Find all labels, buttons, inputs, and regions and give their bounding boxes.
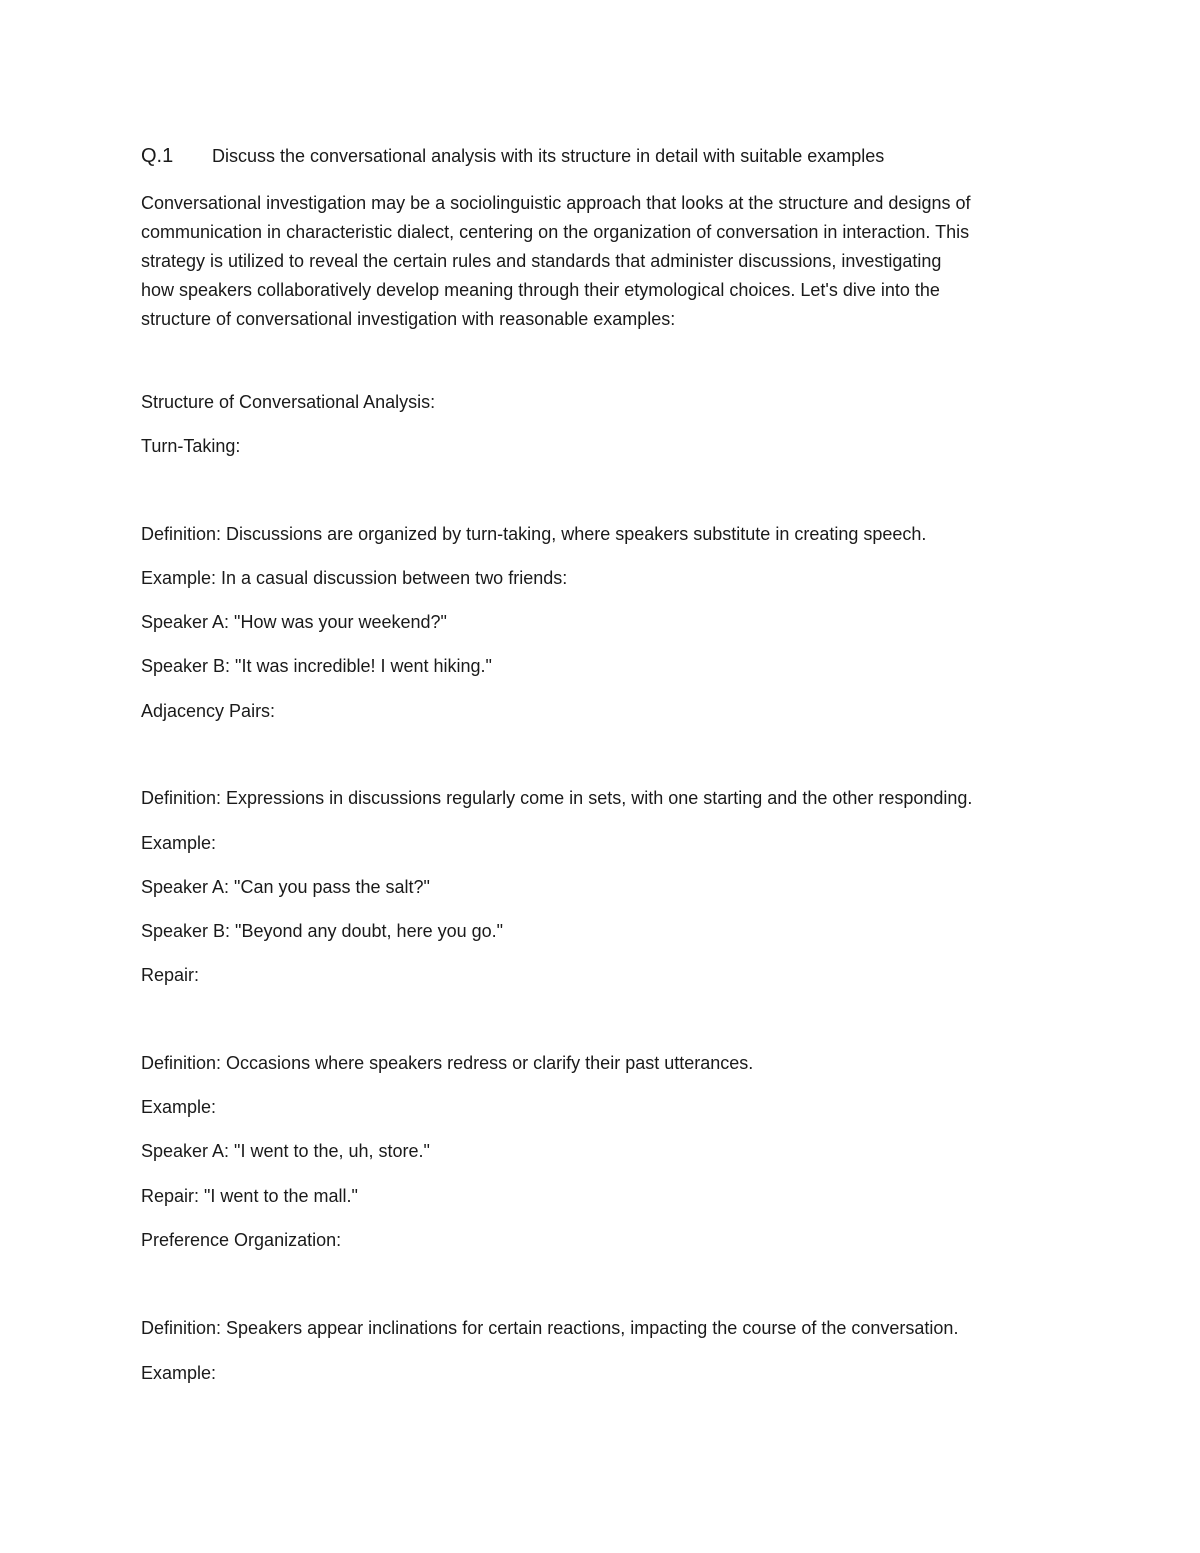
speaker-line: Speaker B: "Beyond any doubt, here you go." bbox=[141, 921, 504, 941]
example-line: Example: bbox=[141, 1363, 217, 1383]
intro-line: Conversational investigation may be a sociolinguistic approach that looks at the structure and designs of bbox=[141, 193, 971, 213]
section-heading: Structure of Conversational Analysis: bbox=[141, 392, 436, 412]
question-number: Q.1 bbox=[141, 145, 174, 167]
intro-line: communication in characteristic dialect, centering on the organization of conversation in interaction. This bbox=[141, 222, 970, 242]
example-line: Example: In a casual discussion between two friends: bbox=[141, 568, 568, 588]
question-text: Discuss the conversational analysis with its structure in detail with suitable examples bbox=[212, 146, 885, 166]
intro-line: structure of conversational investigation with reasonable examples: bbox=[141, 309, 676, 329]
intro-paragraph bbox=[141, 189, 1071, 334]
speaker-line: Speaker B: "It was incredible! I went hiking." bbox=[141, 656, 492, 676]
subheading-adjacency-pairs: Adjacency Pairs: bbox=[141, 701, 276, 721]
subheading-repair: Repair: bbox=[141, 965, 200, 985]
repair-line: Repair: "I went to the mall." bbox=[141, 1186, 358, 1206]
definition-line: Definition: Discussions are organized by turn-taking, where speakers substitute in creating speech. bbox=[141, 524, 927, 544]
intro-line: how speakers collaboratively develop meaning through their etymological choices. Let's dive into the bbox=[141, 280, 940, 300]
example-line: Example: bbox=[141, 1097, 217, 1117]
speaker-line: Speaker A: "How was your weekend?" bbox=[141, 612, 447, 632]
speaker-line: Speaker A: "I went to the, uh, store." bbox=[141, 1141, 430, 1161]
subheading-turn-taking: Turn-Taking: bbox=[141, 436, 241, 456]
subheading-preference-organization: Preference Organization: bbox=[141, 1230, 342, 1250]
definition-line: Definition: Expressions in discussions regularly come in sets, with one starting and the other responding. bbox=[141, 788, 973, 808]
definition-line: Definition: Speakers appear inclinations for certain reactions, impacting the course of the conversation. bbox=[141, 1318, 959, 1338]
intro-line: strategy is utilized to reveal the certain rules and standards that administer discussions, investigating bbox=[141, 251, 942, 271]
example-line: Example: bbox=[141, 833, 217, 853]
definition-line: Definition: Occasions where speakers redress or clarify their past utterances. bbox=[141, 1053, 754, 1073]
speaker-line: Speaker A: "Can you pass the salt?" bbox=[141, 877, 430, 897]
